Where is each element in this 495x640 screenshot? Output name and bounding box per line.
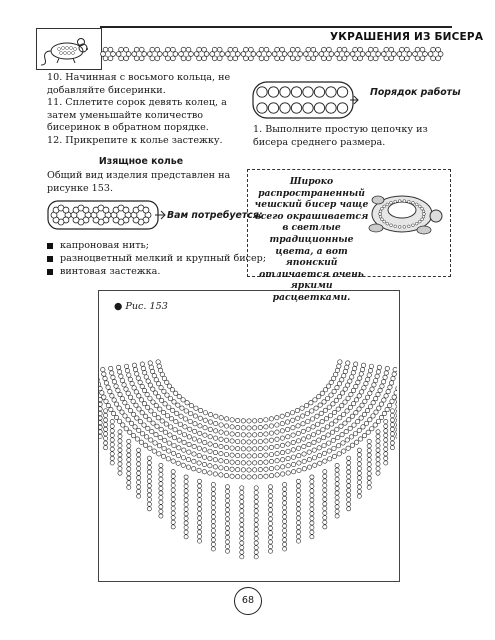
material-item-1: капроновая нить; bbox=[60, 240, 149, 251]
bullet-icon bbox=[47, 256, 53, 262]
bullet-icon bbox=[47, 269, 53, 275]
step-1: 1. Выполните простую цепочку из бисера среднего размера. bbox=[253, 124, 428, 148]
step-10: 10. Начинная с восьмого кольца, не добавляйте бисеринки. bbox=[47, 72, 231, 96]
steps-top bbox=[47, 72, 235, 148]
note-text: Широко распространенный чешский бисер чаще всего окрашивается в светлые традиционные цвета, а вот японский отличается очень яркими расцветками. bbox=[254, 176, 369, 303]
header-bead-chain-icon bbox=[100, 44, 450, 64]
page-header-title: УКРАШЕНИЯ ИЗ БИСЕРА bbox=[330, 31, 484, 43]
bullet-icon bbox=[47, 243, 53, 249]
materials-bead-icon bbox=[47, 198, 167, 232]
procedure-bead-icon bbox=[252, 78, 360, 122]
necklace-illustration bbox=[99, 291, 397, 579]
figure-label: ● Рис. 153 bbox=[114, 301, 168, 312]
materials-heading: Вам потребуется: bbox=[167, 210, 263, 221]
turtle-brooch-icon bbox=[362, 184, 448, 244]
procedure-heading: Порядок работы bbox=[370, 87, 461, 98]
section-intro: Общий вид изделия представлен на рисунке 153. bbox=[47, 170, 231, 194]
header-rule bbox=[100, 26, 452, 28]
step-12: 12. Прикрепите к колье застежку. bbox=[47, 134, 223, 146]
page-number: 68 bbox=[234, 587, 262, 615]
section-heading: Изящное колье bbox=[98, 156, 184, 167]
mouse-logo-icon bbox=[36, 28, 102, 70]
material-item-2: разноцветный мелкий и крупный бисер; bbox=[60, 253, 267, 264]
material-item-3: винтовая застежка. bbox=[60, 266, 161, 277]
step-11: 11. Сплетите сорок девять колец, а затем уменьшайте количество бисеринок в обратном порядке. bbox=[47, 97, 227, 134]
